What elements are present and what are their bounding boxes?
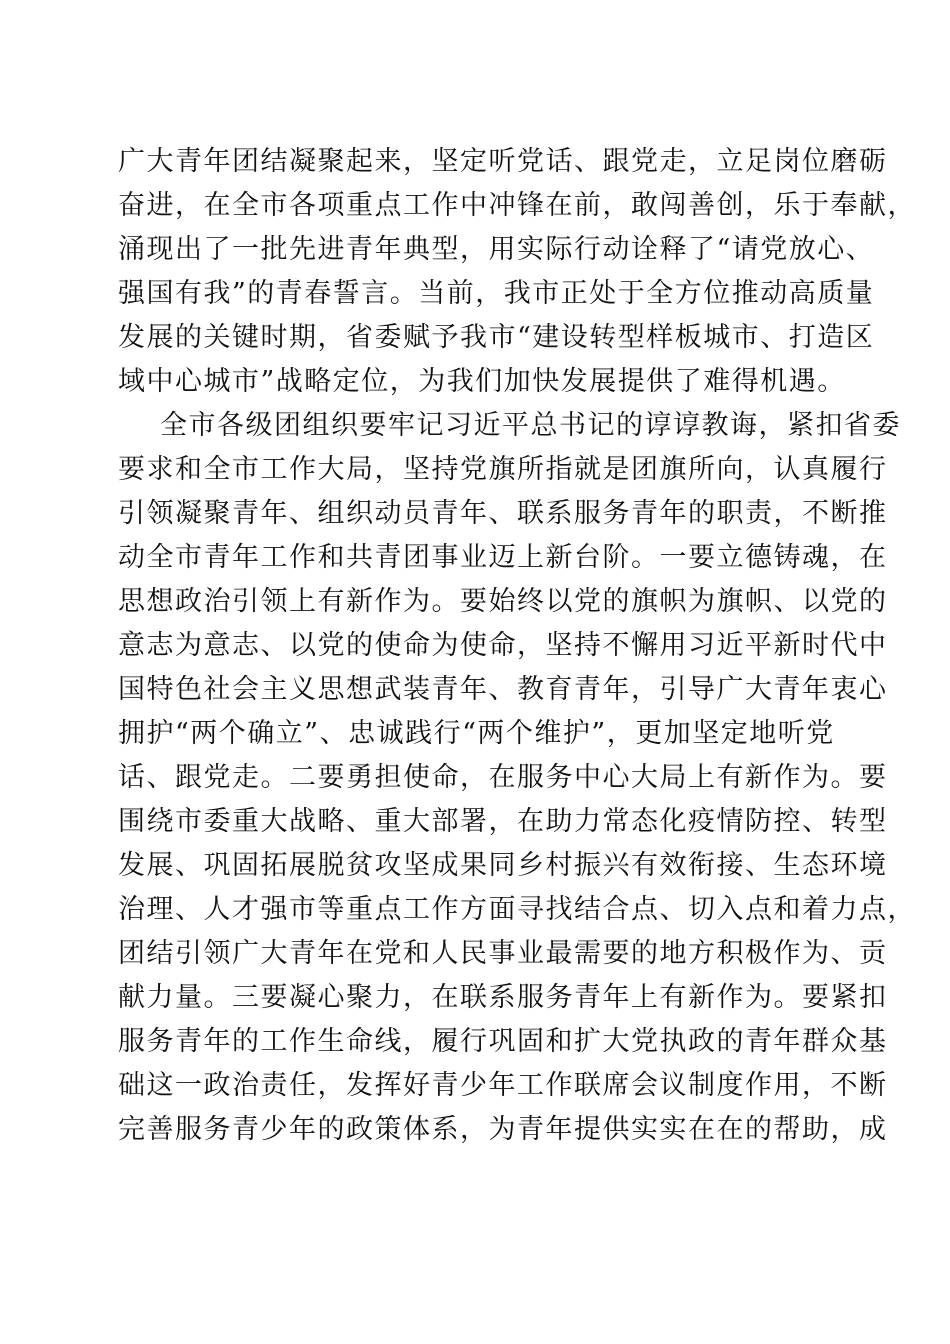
- text-line: 治理、人才强市等重点工作方面寻找结合点、切入点和着力点，: [118, 894, 916, 925]
- body-text: [118, 140, 916, 1152]
- text-line: 动全市青年工作和共青团事业迈上新台阶。一要立德铸魂，在: [118, 542, 888, 573]
- paragraph-1: [118, 140, 916, 404]
- text-line: 意志为意志、以党的使命为使命，坚持不懈用习近平新时代中: [118, 630, 888, 661]
- text-line: 强国有我”的青春誓言。当前，我市正处于全方位推动高质量: [118, 278, 875, 309]
- text-line: 完善服务青少年的政策体系，为青年提供实实在在的帮助，成: [118, 1114, 888, 1145]
- text-line: 围绕市委重大战略、重大部署，在助力常态化疫情防控、转型: [118, 806, 888, 837]
- text-line: 奋进，在全市各项重点工作中冲锋在前，敢闯善创，乐于奉献，: [118, 190, 916, 221]
- text-line: 服务青年的工作生命线，履行巩固和扩大党执政的青年群众基: [118, 1026, 888, 1057]
- text-line: 域中心城市”战略定位，为我们加快发展提供了难得机遇。: [118, 366, 846, 397]
- text-line: 思想政治引领上有新作为。要始终以党的旗帜为旗帜、以党的: [118, 586, 888, 617]
- text-line: 拥护“两个确立”、忠诚践行“两个维护”，更加坚定地听党: [118, 718, 835, 749]
- text-line: 团结引领广大青年在党和人民事业最需要的地方积极作为、贡: [118, 938, 888, 969]
- text-line: 话、跟党走。二要勇担使命，在服务中心大局上有新作为。要: [118, 762, 888, 793]
- text-line: 要求和全市工作大局，坚持党旗所指就是团旗所向，认真履行: [118, 454, 888, 485]
- paragraph-2: [118, 404, 916, 1152]
- text-line-indented: 全市各级团组织要牢记习近平总书记的谆谆教诲，紧扣省委: [160, 410, 901, 441]
- text-line: 涌现出了一批先进青年典型，用实际行动诠释了“请党放心、: [118, 234, 875, 265]
- text-line: 国特色社会主义思想武装青年、教育青年，引导广大青年衷心: [118, 674, 888, 705]
- text-line: 引领凝聚青年、组织动员青年、联系服务青年的职责，不断推: [118, 498, 888, 529]
- text-line: 广大青年团结凝聚起来，坚定听党话、跟党走，立足岗位磨砺: [118, 146, 888, 177]
- text-line: 发展的关键时期，省委赋予我市“建设转型样板城市、打造区: [118, 322, 875, 353]
- text-line: 献力量。三要凝心聚力，在联系服务青年上有新作为。要紧扣: [118, 982, 888, 1013]
- text-line: 发展、巩固拓展脱贫攻坚成果同乡村振兴有效衔接、生态环境: [118, 850, 888, 881]
- text-line: 础这一政治责任，发挥好青少年工作联席会议制度作用，不断: [118, 1070, 888, 1101]
